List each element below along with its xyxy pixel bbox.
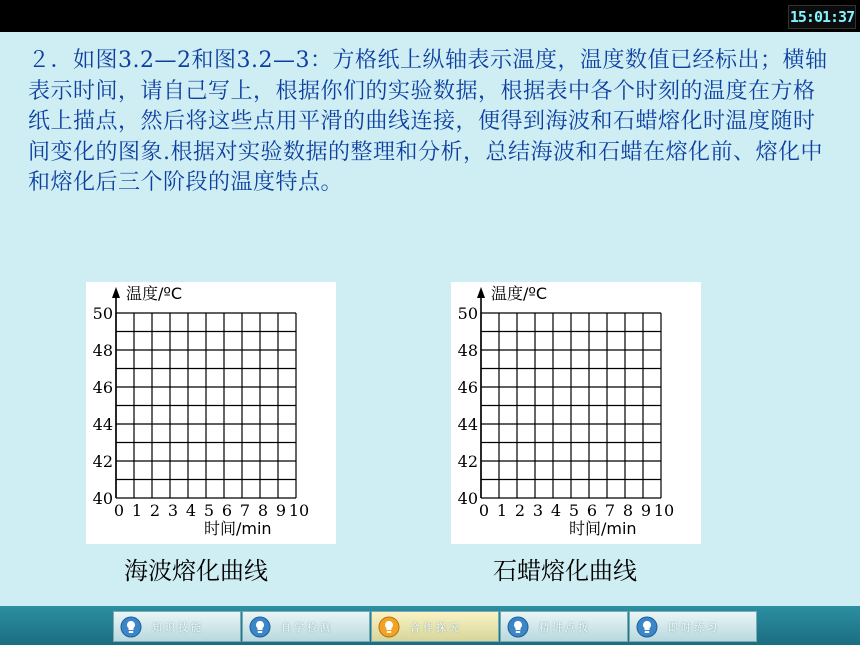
x-tick-label: 3 (532, 501, 544, 520)
y-tick-label: 50 (92, 304, 113, 323)
lightbulb-icon (636, 616, 658, 638)
y-axis-label: 温度/ºC (491, 284, 548, 303)
lightbulb-icon (249, 616, 271, 638)
x-axis-label: 时间/min (204, 519, 272, 538)
top-bar (0, 0, 860, 32)
x-tick-label: 9 (640, 501, 652, 520)
chart-shila (451, 282, 701, 544)
x-tick-label: 8 (257, 501, 269, 520)
chart-haibo (86, 282, 336, 544)
chart-svg (86, 282, 336, 544)
nav-label: 即时练习 (668, 623, 720, 634)
y-tick-label: 40 (457, 489, 478, 508)
nav-zixue-button[interactable] (242, 611, 370, 642)
x-tick-label: 5 (203, 501, 215, 520)
x-tick-label: 8 (622, 501, 634, 520)
chart-svg (451, 282, 701, 544)
x-tick-label: 4 (550, 501, 562, 520)
y-tick-label: 46 (457, 378, 478, 397)
x-tick-label: 10 (653, 501, 675, 520)
x-tick-label: 1 (131, 501, 143, 520)
y-tick-label: 40 (92, 489, 113, 508)
nav-label: 知识技能 (152, 623, 204, 634)
nav-label: 自学检测 (281, 623, 333, 634)
x-axis-label: 时间/min (569, 519, 637, 538)
y-tick-label: 42 (92, 452, 113, 471)
nav-hezuo-button[interactable] (371, 611, 499, 642)
y-tick-label: 44 (92, 415, 113, 434)
nav-jingjiang-button[interactable] (500, 611, 628, 642)
nav-jishi-button[interactable] (629, 611, 757, 642)
x-tick-label: 2 (149, 501, 161, 520)
x-tick-label: 4 (185, 501, 197, 520)
nav-buttons (113, 611, 758, 642)
caption-shila: 石蜡熔化曲线 (493, 557, 637, 585)
lightbulb-icon (120, 616, 142, 638)
x-tick-label: 9 (275, 501, 287, 520)
y-tick-label: 48 (457, 341, 478, 360)
x-tick-label: 0 (113, 501, 125, 520)
y-tick-label: 46 (92, 378, 113, 397)
nav-label: 精讲点拨 (539, 623, 591, 634)
y-tick-label: 50 (457, 304, 478, 323)
y-tick-label: 42 (457, 452, 478, 471)
x-tick-label: 5 (568, 501, 580, 520)
x-tick-label: 7 (239, 501, 251, 520)
y-tick-label: 44 (457, 415, 478, 434)
x-tick-label: 7 (604, 501, 616, 520)
x-tick-label: 3 (167, 501, 179, 520)
clock-display: 15:01:37 (788, 5, 856, 29)
lightbulb-icon (507, 616, 529, 638)
y-axis-label: 温度/ºC (126, 284, 183, 303)
x-tick-label: 6 (221, 501, 233, 520)
nav-label: 合作探究 (410, 623, 462, 634)
lightbulb-icon (378, 616, 400, 638)
x-tick-label: 1 (496, 501, 508, 520)
caption-haibo: 海波熔化曲线 (124, 557, 268, 585)
x-tick-label: 10 (288, 501, 310, 520)
nav-zhishi-button[interactable] (113, 611, 241, 642)
y-tick-label: 48 (92, 341, 113, 360)
question-text: ２．如图3.2—2和图3.2—3：方格纸上纵轴表示温度，温度数值已经标出；横轴表示时间，请自己写上，根据你们的实验数据，根据表中各个时刻的温度在方格纸上描点，然后将这些点用平滑的曲线连接，便得到海波和石蜡熔化时温度随时间变化的图象.根据对实验数据的整理和分析，总结海波和石蜡在熔化前、熔化中和熔化后三个阶段的温度特点。 (28, 48, 828, 195)
x-tick-label: 2 (514, 501, 526, 520)
x-tick-label: 0 (478, 501, 490, 520)
x-tick-label: 6 (586, 501, 598, 520)
